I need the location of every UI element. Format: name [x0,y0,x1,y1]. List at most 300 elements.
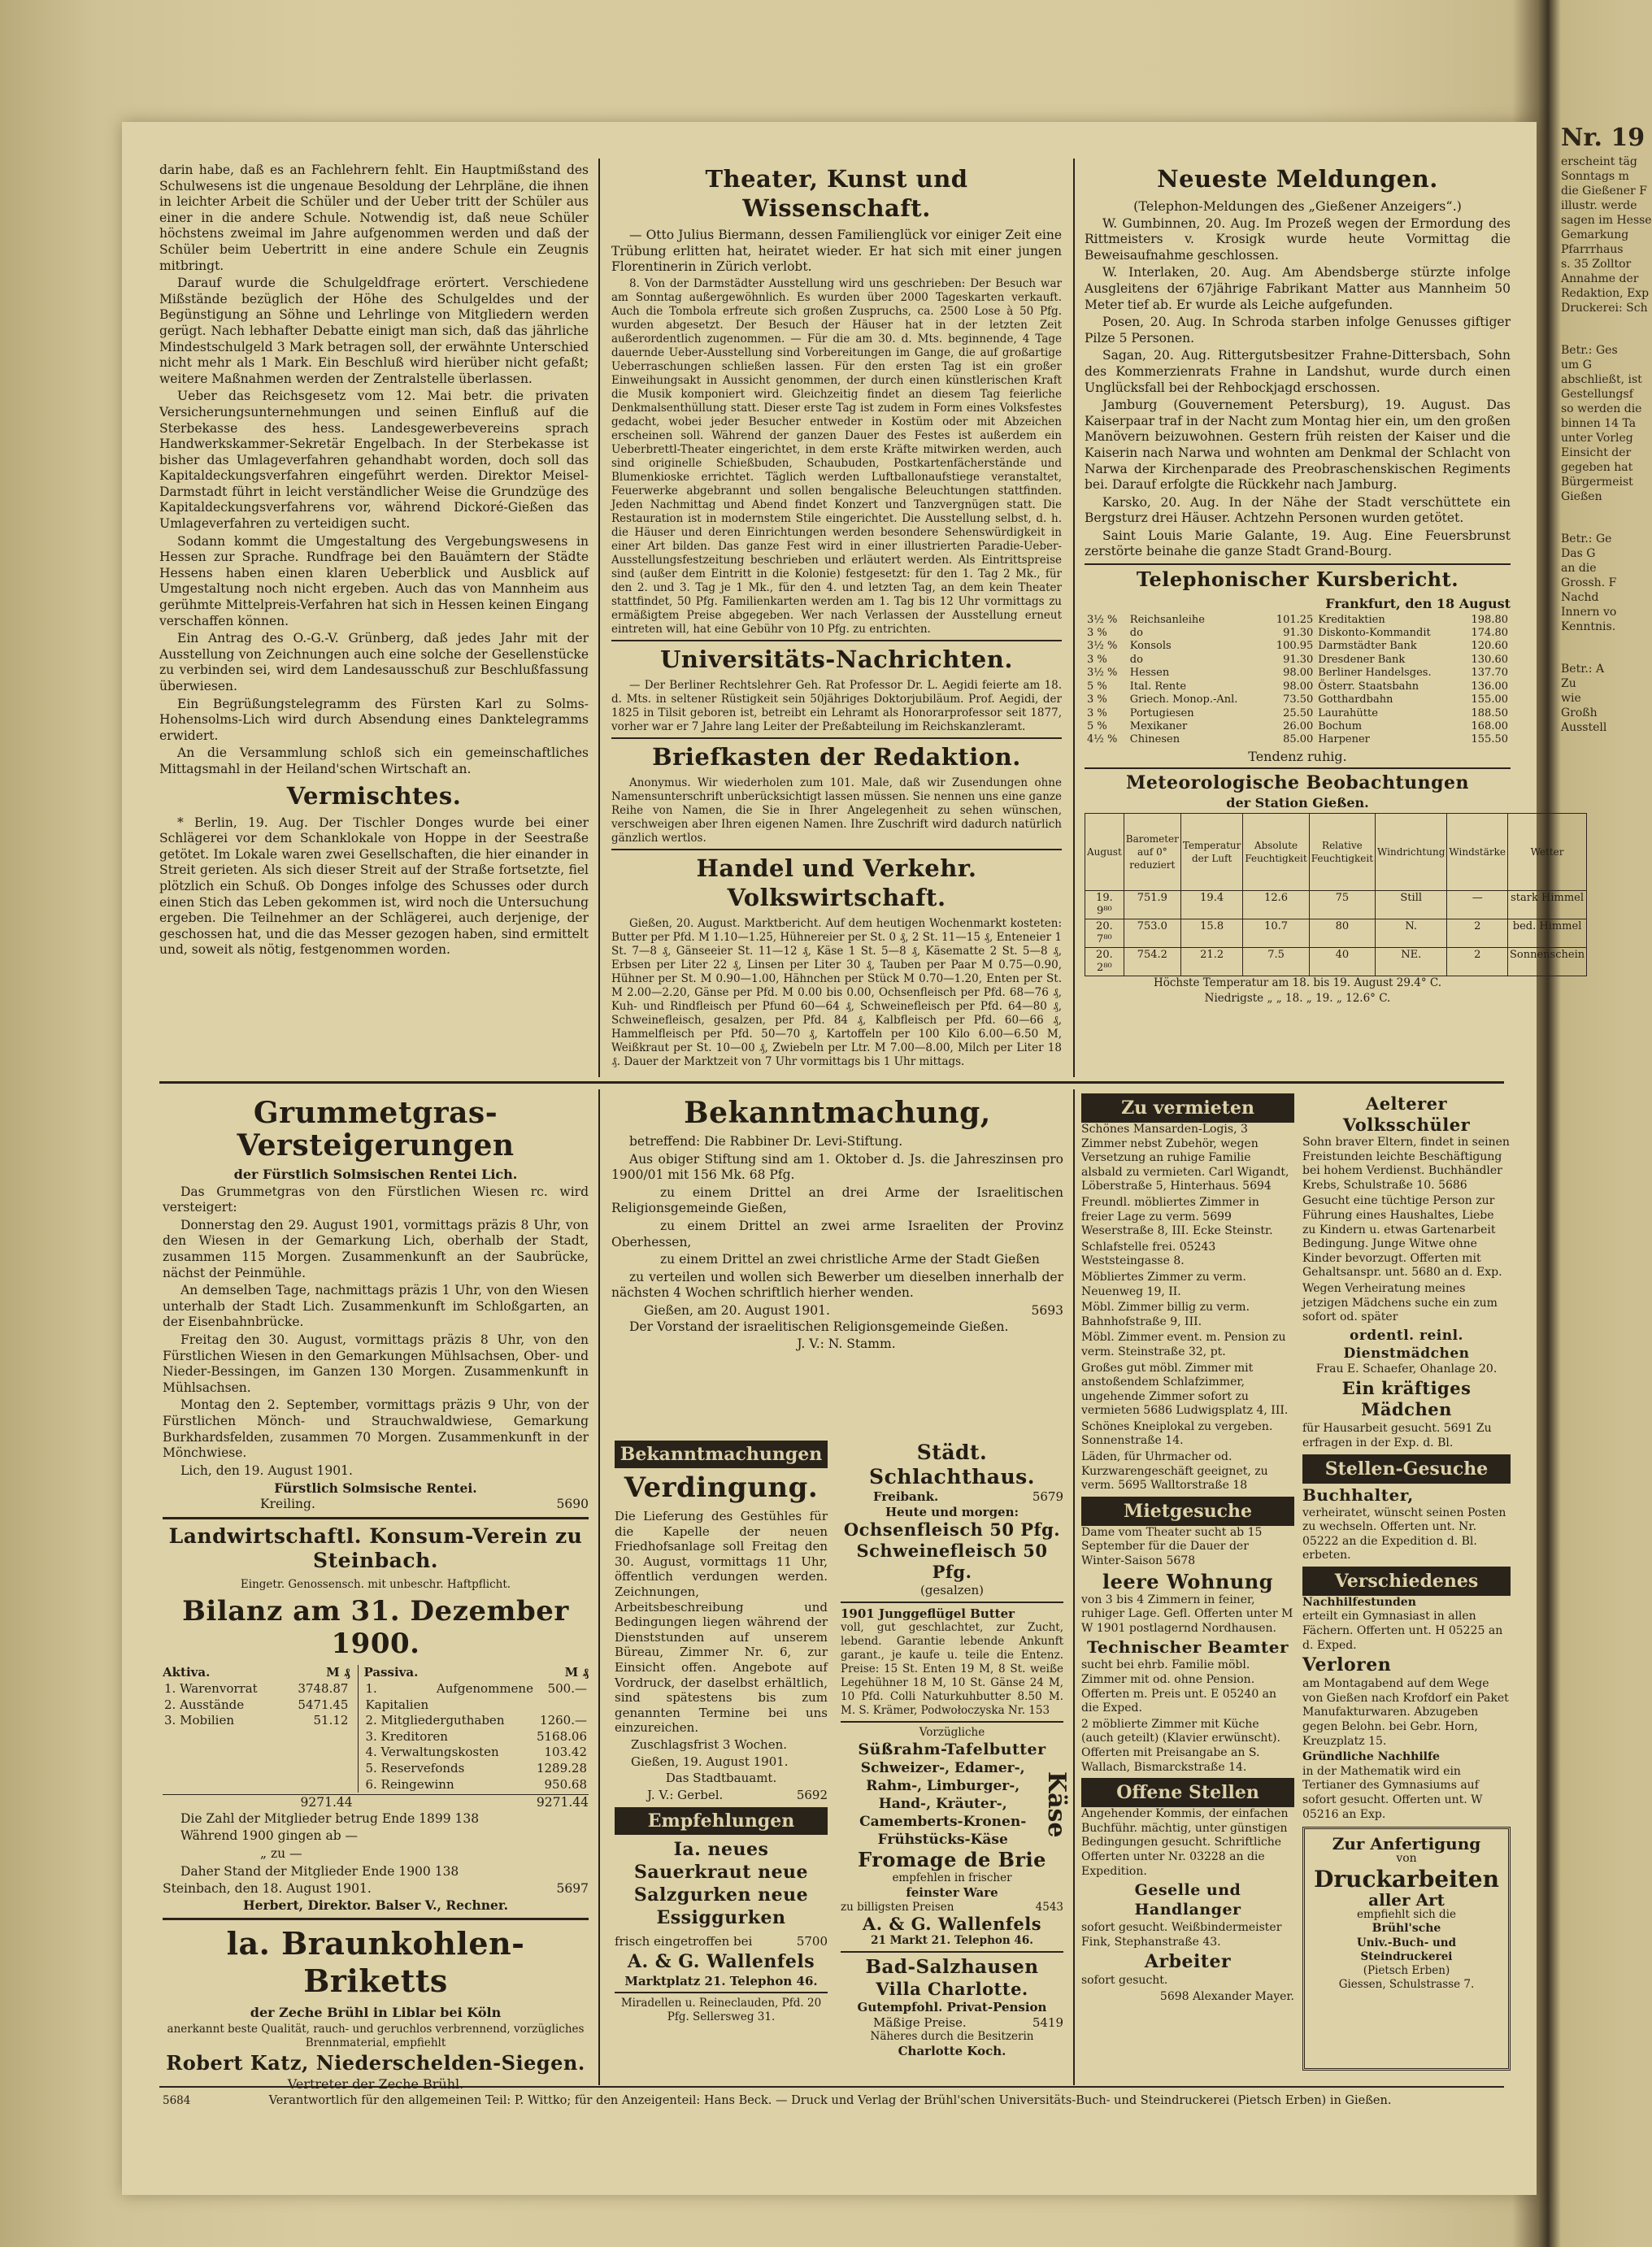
listing: verheiratet, wünscht seinen Posten zu wechseln. Offerten unt. Nr. 05222 an die Expedition d. Bl. erbeten. [1302,1506,1506,1562]
ad-column-3a [1081,1093,1294,2081]
ad-signature: Der Vorstand der israelitischen Religionsgemeinde Gießen. [629,1319,1009,1334]
bilanz-label: 2. Mitgliederguthaben [365,1713,505,1728]
price-line: Ochsenfleisch 50 Pfg. [843,1519,1061,1541]
paragraph: Ueber das Reichsgesetz vom 12. Mai betr. die privaten Versicherungsunternehmungen und seinen Einfluß auf die Sterbekasse des hess. Landesgewerbevereins sprach Handwerkskammer-Sekretär Engelbach. In der Sterbekasse ist bisher das Umlageverfahren gehandhabt worden, doch soll das Kapitaldeckungsverfahren eingeführt werden. Direktor Meisel-Darmstadt führt in leicht verständlicher Weise die Grundzüge des Kapitaldeckungsverfahrens vor, während Dickoré-Gießen das Umlageverfahren zu verteidigen sucht. [159,389,589,532]
meteo-min: Niedrigste „ „ 18. „ 19. „ 12.6° C. [1204,991,1391,1005]
listing-heading: Geselle und Handlanger [1134,1881,1241,1919]
ad-heading-brie: Fromage de Brie [858,1848,1046,1872]
ad-number: 5693 [1031,1302,1063,1318]
kurs-cell: 73.50 [1283,693,1314,706]
edge-text: Redaktion, Exp [1561,287,1650,300]
paragraph: (gesalzen) [919,1583,985,1598]
paragraph: Näheres durch die Besitzerin [870,2030,1034,2044]
kurs-cell: Konsols [1129,640,1172,653]
paragraph: Posen, 20. Aug. In Schroda starben infolge Genusses giftiger Pilze 5 Personen. [1085,315,1511,346]
bilanz-label: 3. Kreditoren [365,1728,448,1744]
paragraph: Gießen, 20. August. Marktbericht. Auf dem heutigen Wochenmarkt kosteten: Butter per Pfd. M 1.10—1.25, Hühnereier per St. 0 ₰, 2 St. 11—15 ₰, Enteneier 1 St. 7—8 ₰, Gänseeier St. 11—12 ₰, Käse 1 St. 5—8 ₰, Käsematte 2 St. 5—8 ₰, Erbsen per Liter 22 ₰, Linsen per Liter 30 ₰, Tauben per Paar M 0.75—0.90, Hühner per St. M 0.90—1.00, Hähnchen per Stück M 0.70—1.20, Enten per St. M 2.00—2.20, Gänse per Pfd. M 0.00 bis 0.00, Ochsenfleisch per Pfd. 68—76 ₰, Kuh- und Rindfleisch per Pfund 60—64 ₰, Schweinefleisch per Pfd. 64—80 ₰, Schweinefleisch, gesalzen, per Pfd. 84 ₰, Kalbfleisch per Pfd. 60—66 ₰, Hammelfleisch per Pfd. 50—70 ₰, Kartoffeln per 100 Kilo 6.00—6.50 M, Weißkraut per St. 10—00 ₰, Zwiebeln per Ltr. M 7.00—8.00, Milch per Liter 18 ₰. Dauer der Marktzeit von 7 Uhr vormittags bis 1 Uhr mittags. [611,916,1062,1068]
listing-heading: Aelterer Volksschüler [1342,1093,1471,1135]
listing: sucht bei ehrb. Familie möbl. Zimmer mit od. ohne Pension. Offerten m. Preis unt. E 05240 an die Exped. [1081,1658,1277,1715]
ad-heading-konsum: Landwirtschaftl. Konsum-Verein zu Steinbach. [168,1524,583,1573]
ad-subheading: Eingetr. Genossensch. mit unbeschr. Haftpflicht. [240,1578,511,1592]
listing: Angehender Kommis, der einfachen Buchführ. mächtig, unter günstigen Bedingungen gesucht. Schriftliche Offerten unter Nr. 03228 an die Expedition. [1081,1807,1289,1878]
paragraph: W. Interlaken, 20. Aug. Am Abendsberge stürzte infolge Ausgleitens der 67jährige Fabrikant Matter aus Mannheim 50 Meter tief ab. Er wurde als Leiche aufgefunden. [1085,265,1511,312]
paragraph: zu billigsten Preisen [841,1900,954,1914]
druck-line: Giessen, Schulstrasse 7. [1338,1977,1475,1991]
bilanz-row [363,1745,589,1761]
kurs-cell: 155.50 [1471,733,1508,746]
weather-cell: 2 [1447,947,1508,976]
ad-druckarbeiten [1302,1827,1511,2071]
kurs-note: Tendenz ruhig. [1248,748,1347,764]
kurs-cell: 3 % [1087,653,1107,666]
kurs-cell: 155.00 [1471,693,1508,706]
edge-text: Einsicht der [1561,446,1632,459]
weather-header-cell: Temperatur der Luft [1180,813,1243,890]
kurs-row [1085,614,1511,627]
druck-line: Zur Anfertigung [1332,1834,1481,1854]
section-heading-kursbericht: Telephonischer Kursbericht. [1136,567,1459,592]
kurs-cell: Diskonto-Kommandit [1318,627,1431,640]
bilanz-label: 3. Mobilien [164,1713,235,1728]
listing: Sohn braver Eltern, findet in seinen Freistunden leichte Beschäftigung bei hohem Verdienst. Buchhändler Krebs, Schulstraße 10. 5686 [1302,1136,1510,1192]
listing: 2 möblierte Zimmer mit Küche (auch geteilt) (Klavier erwünscht). Offerten mit Preisangabe an S. Wallach, Bismarckstraße 14. [1081,1717,1280,1774]
section-rule [159,1081,1504,1084]
ad-address: Marktplatz 21. Telephon 46. [624,1973,818,1988]
paragraph: Saint Louis Marie Galante, 19. Aug. Eine Feuersbrunst zerstörte beinahe die ganze Stadt Grand-Bourg. [1085,528,1511,559]
ad-date: Gießen, 19. August 1901. [631,1754,789,1769]
listing-heading: Gründliche Nachhilfe [1302,1750,1440,1764]
paragraph: 8. Von der Darmstädter Ausstellung wird uns geschrieben: Der Besuch war am Sonntag außergewöhnlich. Es wurden über 2000 Tageskarten verkauft. Auch die Tombola erfreute sich großen Zuspruchs, ca. 2500 Lose à 50 Pfg. wurden abgesetzt. Der Besuch der Häuser hat in der letzten Zeit außerordentlich zugenommen. — Für die am 30. d. Mts. beginnende, 4 Tage dauernde Ueber-Ausstellung sind Vorbereitungen im Gange, die auf großartige Ueberraschungen schließen lassen. Für den ersten Tag ist ein großer Einweihungsakt in Aussicht genommen, der durch einen künstlerischen Kraft die Musik komponiert wird. Gleichzeitig findet an diesem Tag feierliche Denkmalsenthüllung statt. Dieser erste Tag ist zudem in Form eines Volksfestes gedacht, wobei jeder Besucher entweder in Kostüm oder mit Abzeichen erscheinen soll. Während der ganzen Dauer des Festes ist außerdem ein Ueberbrettl-Theater eingerichtet, in dem erste Kräfte mitwirken werden, auch sind originelle Schießbuden, Schaubuden, Postkartenfächerstände und Blumenkioske errichtet. Täglich werden Luftballonaufstiege veranstaltet, Feuerwerke abgebrannt und sollen bengalische Beleuchtungen stattfinden. Jeden Nachmittag und Abend findet Konzert und Tanzvergnügen statt. Die Restauration ist in modernstem Stile eingerichtet. Die Ausstellung selbst, d. h. die Häuser und deren Einrichtungen werden besondere Sehenswürdigkeit in einer Art bilden. Das ganze Fest wird in einer illustrierten Paradie-Ueber-Ausstellungsfestzeitung beschrieben und erläutert werden. Als Eintrittspreise sind (außer dem Eintritt in die Kolonie) festgesetzt: für den 1. Tag 2 Mk., für den 2. und 3. Tag je 1 Mk., für den 4. und letzten Tag, an dem kein Theater stattfindet, 50 Pfg. Familienkarten werden am 1. Tag bis 12 Uhr vormittags zu ermäßigtem Preise abgegeben. Wer nach Verlassen der Ausstellung erneut eintreten will, hat eine Gebühr von 10 Pfg. zu entrichten. [611,276,1062,636]
paragraph: frisch eingetroffen bei [615,1934,753,1949]
kurs-date: Frankfurt, den 18 August [1325,596,1511,612]
bilanz-row [363,1681,589,1713]
paragraph: Jamburg (Gouvernement Petersburg), 19. August. Das Kaiserpaar traf in der Nacht zum Montag hier ein, um den großen Manövern beizuwohnen. Gestern früh reisten der Kaiser und die Kaiserin nach Narwa und wohnten am Denkmal der Schlacht von Narwa der Kirchenparade des Preobraschenskischen Regiments bei. Darauf erfolgte die Rückkehr nach Jamburg. [1085,398,1511,493]
listing: von 3 bis 4 Zimmern in feiner, ruhiger Lage. Gefl. Offerten unter M W 1901 postlagernd Nordhausen. [1081,1593,1293,1635]
weather-header-cell: Windrichtung [1376,813,1447,890]
bilanz-row [363,1761,589,1777]
ad-heading-sauerkraut: Ia. neues Sauerkraut neue Salzgurken neue Essiggurken [633,1839,809,1929]
bilanz-heading: Bilanz am 31. Dezember 1900. [182,1595,569,1661]
ad-date: Steinbach, den 18. August 1901. [163,1881,372,1897]
ad-number: 5679 [1032,1489,1063,1504]
ad-heading-kaese: Süßrahm-Tafelbutter [858,1741,1046,1759]
kurs-cell: 91.30 [1283,653,1314,666]
currency-label: M ₰ [326,1665,350,1680]
kurs-cell: Ital. Rente [1129,680,1187,693]
kurs-cell: 3 % [1087,706,1107,719]
ad-heading-schlachthaus: Städt. Schlachthaus. [869,1441,1035,1489]
bilanz-value: 1260.— [540,1713,587,1728]
weather-cell: 12.6 [1243,890,1309,919]
ad-subheading: Freibank. [873,1489,939,1504]
weather-cell: 19.4 [1180,890,1243,919]
listing: Schönes Mansarden-Logis, 3 Zimmer nebst Zubehör, wegen Versetzung an ruhige Familie alsbald zu vermieten. Carl Wigandt, Löberstraße 5, Hinterhaus. 5694 [1081,1123,1289,1193]
weather-cell: 10.7 [1243,919,1309,947]
edge-text: an die [1561,562,1597,575]
ad-heading-villa: Villa Charlotte. [876,1978,1028,1999]
section-banner: Empfehlungen [615,1807,828,1835]
article-column-1 [159,163,589,1077]
weather-header-cell: Barometer auf 0° reduziert [1124,813,1180,890]
adjacent-page-edge [1561,122,1652,2195]
druck-heading: Druckarbeiten [1314,1866,1499,1893]
listing-heading: Technischer Beamter [1086,1637,1289,1658]
ad-signature-name: J. V.: N. Stamm. [797,1336,896,1352]
listing: Dame vom Theater sucht ab 15 September für die Dauer der Winter-Saison 5678 [1081,1525,1263,1568]
kurs-cell: 3 % [1087,627,1107,640]
listing: 5698 Alexander Mayer. [1159,1989,1294,2003]
edge-text: so werden die [1561,402,1642,415]
weather-cell: 2 [1447,919,1508,947]
paragraph: anerkannt beste Qualität, rauch- und geruchlos verbrennend, vorzügliches Brennmaterial, empfiehlt [167,2022,585,2049]
ad-subheading: der Fürstlich Solmsischen Rentei Lich. [233,1167,518,1182]
weather-cell: N. [1376,919,1447,947]
paragraph: Ein Begrüßungstelegramm des Fürsten Karl zu Solms-Hohensolms-Lich wird durch Absendung eines Danktelegramms erwidert. [159,696,589,743]
bilanz-row [163,1697,350,1714]
kurs-cell: 85.00 [1283,733,1314,746]
subheading: (Telephon-Meldungen des „Gießener Anzeigers“.) [1133,198,1462,214]
bilanz-value: 5168.06 [536,1728,587,1744]
kurs-table [1085,614,1511,747]
kurs-cell: Laurahütte [1318,706,1378,719]
ad-number: 5419 [1032,2014,1063,2030]
ad-number: 5700 [796,1934,828,1949]
weather-cell: 753.0 [1124,919,1180,947]
edge-text: illustr. werde [1561,199,1637,212]
listing: für Hausarbeit gesucht. 5691 Zu erfragen in der Exp. d. Bl. [1302,1422,1492,1449]
weather-cell: 751.9 [1124,890,1180,919]
edge-text: binnen 14 Ta [1561,417,1637,430]
bilanz-value: 1289.28 [536,1761,587,1776]
weather-cell: — [1447,890,1508,919]
weather-cell: bed. Himmel [1508,919,1587,947]
weather-cell: 19. 9⁸⁰ [1085,890,1124,919]
kurs-cell: Chinesen [1129,733,1180,746]
edge-text: Das G [1561,547,1596,560]
kurs-cell: Kreditaktien [1318,613,1385,626]
section-banner: Bekanntmachungen [615,1441,828,1468]
weather-header-cell: Wetter [1508,813,1587,890]
kurs-cell: Bochum [1318,719,1363,732]
meteo-max: Höchste Temperatur am 18. bis 19. August 29.4° C. [1153,976,1442,989]
ad-signature: Herbert, Direktor. Balser V., Rechner. [242,1897,509,1913]
paragraph: Die Lieferung des Gestühles für die Kapelle der neuen Friedhofsanlage soll Freitag den 30. August, vormittags 11 Uhr, öffentlich verdungen werden. Zeichnungen, Arbeitsbeschreibung und Bedingungen liegen während der Dienststunden auf unserem Büreau, Zimmer Nr. 6, zur Einsicht offen. Angebote auf Vordruck, der daselbst erhältlich, sind spätestens bis zum genannten Termine bei uns einzureichen. [615,1509,828,1736]
ad-number: 5690 [556,1496,589,1511]
ad-box-verdingung [611,1441,831,2080]
ad-heading-bad: Bad-Salzhausen [865,1955,1039,1978]
ad-heading-verdingung: Verdingung. [624,1471,819,1504]
paragraph: darin habe, daß es an Fachlehrern fehlt. Ein Hauptmißstand des Schulwesens ist die ungenaue Besoldung der Lehrpläne, die ihnen in leichter Arbeit die Schüler und der Ueber tritt der Schüler aus einer in die andere Schule. Notwendig ist, daß neue Schüler höchstens zweimal im Jahre aufgenommen werden und daß der Schüler beim Uebertritt in eine andere Schule ein Zeugnis mitbringt. [159,163,589,273]
paragraph: zu verteilen und wollen sich Bewerber um dieselben innerhalb der nächsten 4 Wochen schriftlich hierher wenden. [611,1269,1063,1301]
ad-box-schlachthaus [837,1441,1071,2080]
paragraph: An demselben Tage, nachmittags präzis 1 Uhr, von den Wiesen unterhalb der Stadt Lich. Zusammenkunft im Schloßgarten, an der Eisenbahnbrücke. [163,1283,589,1330]
paragraph: Ein Antrag des O.-G.-V. Grünberg, daß jedes Jahr mit der Ausstellung von Zeichnungen auch eine solche der Gesellenstücke zu verbinden sei, wird dem Landesausschuß zur Beschlußfassung überwiesen. [159,631,589,693]
paragraph: Die Zahl der Mitglieder betrug Ende 1899 138 [180,1810,480,1826]
paragraph: — Otto Julius Biermann, dessen Familienglück vor einiger Zeit eine Trübung erlitten hat, heiratet wieder. Er hat sich mit einer jungen Florentinerin in Zürich verlobt. [611,228,1062,275]
weather-cell: 40 [1309,947,1375,976]
edge-text: gegeben hat [1561,461,1633,474]
listing: Schlafstelle frei. 05243 Weststeingasse 8. [1081,1240,1216,1268]
druck-line: aller Art [1368,1890,1445,1910]
bilanz-label: 1. Aufgenommene Kapitalien [365,1681,533,1712]
listing: Wegen Verheiratung meines jetzigen Mädchens suche ein zum sofort od. später [1302,1281,1498,1324]
kurs-cell: 120.60 [1471,640,1508,653]
paragraph: Sodann kommt die Umgestaltung des Vergebungswesens in Hessen zur Sprache. Rundfrage bei den Bauämtern der Städte Hessens haben einen klaren Ueberblick und Ausblick auf Umgestaltung noch nicht ergeben. Auch das von Mannheim aus gerühmte Mittelpreis-Verfahren hat sich in Hessen keinen Eingang verschaffen können. [159,533,589,628]
paragraph: zu einem Drittel an zwei arme Israeliten der Provinz Oberhessen, [611,1218,1063,1250]
column-rule [598,159,600,1077]
weather-cell: Sonnenschein [1508,947,1587,976]
bilanz-value: 3748.87 [298,1681,349,1697]
edge-text: Gemarkung [1561,228,1629,241]
ad-subheading: der Zeche Brühl in Liblar bei Köln [250,2005,502,2021]
section-banner: Stellen-Gesuche [1302,1454,1511,1484]
edge-text: Druckerei: Sch [1561,302,1648,315]
paragraph: Mäßige Preise. [873,2014,967,2030]
edge-text: Gießen [1561,490,1602,503]
ad-signature: Fürstlich Solmsische Rentei. [274,1480,477,1497]
kurs-cell: Gotthardbahn [1318,693,1393,706]
section-banner: Offene Stellen [1081,1778,1294,1807]
listing: Schönes Kneiplokal zu vergeben. Sonnenstraße 14. [1081,1419,1273,1448]
ad-date: Gießen, am 20. August 1901. [644,1302,830,1318]
weather-header-cell: Windstärke [1447,813,1508,890]
paragraph: feinster Ware [906,1885,998,1901]
ad-heading-briketts: la. Braunkohlen-Briketts [226,1925,525,2000]
kurs-cell: do [1129,627,1143,640]
ad-name: A. & G. Wallenfels [627,1950,815,1972]
edge-text: wie [1561,692,1581,705]
weather-cell: 80 [1309,919,1375,947]
bilanz-value: 5471.45 [298,1697,349,1712]
kurs-cell: Dresdener Bank [1318,653,1406,666]
kurs-row [1085,627,1511,640]
bilanz-label: 5. Reservefonds [365,1761,465,1776]
kurs-cell: 91.30 [1283,627,1314,640]
bilanz-value: 51.12 [313,1713,349,1728]
section-heading-briefkasten: Briefkasten der Redaktion. [652,742,1021,771]
kurs-cell: 26.00 [1283,719,1314,732]
bilanz-row [163,1713,350,1729]
edge-text: unter Vorleg [1561,432,1633,445]
listing: Frau E. Schaefer, Ohanlage 20. [1315,1362,1498,1376]
listing-heading: leere Wohnung [1102,1569,1273,1593]
paragraph: Vorzügliche [919,1726,985,1740]
paragraph: Montag den 2. September, vormittags präzis 9 Uhr, von der Fürstlichen Mönch- und Strauchwaldwiese, Gemarkung Burkhardsfelden, zusammen 70 Morgen. Zusammenkunft in der Mönchwiese. [163,1397,589,1461]
edge-text: abschließt, ist [1561,373,1642,386]
kurs-cell: Hessen [1129,667,1170,680]
kaese-list: Schweizer-, Edamer-, Rahm-, Limburger-, Hand-, Kräuter-, Camemberts-Kronen-Frühstücks-Käse [859,1760,1027,1849]
edge-text: Gestellungsf [1561,388,1633,401]
column-rule [1073,1089,1075,2085]
edge-text: sagen im Hesse [1561,214,1652,227]
kurs-row [1085,654,1511,667]
listing-heading: Buchhalter, [1302,1484,1414,1505]
bilanz-row [363,1777,589,1793]
section-banner: Mietgesuche [1081,1497,1294,1526]
listing: Möbl. Zimmer event. m. Pension zu verm. Steinstraße 32, pt. [1081,1331,1286,1358]
druck-line: Brühl'sche [1372,1921,1441,1935]
kurs-cell: 168.00 [1471,719,1508,732]
listing-heading: Arbeiter [1144,1951,1232,1973]
bilanz-value: 500.— [547,1681,587,1697]
listing-heading: ordentl. reinl. Dienstmädchen [1343,1327,1470,1362]
weather-cell: 20. 2⁸⁰ [1085,947,1124,976]
edge-text: Betr.: Ges [1561,344,1618,357]
edge-text: Betr.: Ge [1561,532,1612,545]
currency-label: M ₰ [564,1665,589,1680]
edge-text: Betr.: A [1561,663,1605,676]
bilanz-label: 6. Reingewinn [365,1776,454,1792]
listing: sofort gesucht. Weißbindermeister Fink, Stephanstraße 43. [1081,1921,1282,1949]
kurs-cell: 25.50 [1283,706,1314,719]
druck-line: empfiehlt sich die [1357,1907,1456,1921]
weather-cell: 21.2 [1180,947,1243,976]
kurs-cell: Darmstädter Bank [1318,640,1417,653]
ad-heading-butter: 1901 Junggeflügel Butter [841,1606,1015,1621]
section-heading-vermischtes: Vermischtes. [286,781,462,810]
kurs-cell: 130.60 [1471,653,1508,666]
kurs-cell: 3 % [1087,693,1107,706]
section-heading-neueste: Neueste Meldungen. [1157,165,1438,193]
paragraph: Karsko, 20. Aug. In der Nähe der Stadt verschüttete ein Bergsturz drei Häuser. Achtzehn Personen wurden getötet. [1085,494,1511,526]
kurs-cell: 5 % [1087,719,1107,732]
ad-subheading: Vertreter der Zeche Brühl. [287,2075,464,2092]
kurs-cell: 5 % [1087,680,1107,693]
weather-cell: 15.8 [1180,919,1243,947]
weather-cell: 754.2 [1124,947,1180,976]
kurs-cell: 4½ % [1087,733,1118,746]
imprint-footer: Verantwortlich für den allgemeinen Teil: P. Wittko; für den Anzeigenteil: Hans Beck. — Druck und Verlag der Brühl'schen Universitäts-Buch- und Steindruckerei (Pietsch Erben) in Gießen. [268,2094,1392,2107]
druck-line: Univ.-Buch- und Steindruckerei [1356,1936,1457,1963]
passiva-sum: 9271.44 [536,1795,589,1810]
bilanz-label: 4. Verwaltungskosten [365,1745,499,1760]
druck-line: (Pietsch Erben) [1363,1963,1450,1977]
paragraph: Aus obiger Stiftung sind am 1. Oktober d. Js. die Jahreszinsen pro 1900/01 mit 156 Mk. 68 Pfg. [611,1151,1063,1183]
weather-header-cell: Relative Feuchtigkeit [1309,813,1375,890]
kurs-row [1085,733,1511,746]
paragraph: Anonymus. Wir wiederholen zum 101. Male, daß wir Zusendungen ohne Namensunterschrift unberücksichtigt lassen müssen. Sie nennen uns eine ganze Reihe von Namen, die Sie in Ihrer Angelegenheit zu sehen wünschen, verschweigen aber Ihren eigenen Namen. Ihre Zuschrift wird dadurch natürlich gänzlich wertlos. [611,776,1062,845]
paragraph: An die Versammlung schloß sich ein gemeinschaftliches Mittagsmahl in der Heiland'schen Wirtschaft an. [159,745,589,776]
meteo-sub: der Station Gießen. [1226,795,1369,811]
kurs-row [1085,720,1511,733]
kurs-row [1085,667,1511,680]
listing: Möbl. Zimmer billig zu verm. Bahnhofstraße 9, III. [1081,1301,1250,1328]
edge-text: Nr. 19 [1561,124,1645,152]
listing-heading: Ein kräftiges Mädchen [1341,1378,1472,1420]
paragraph: zu einem Drittel an zwei christliche Arme der Stadt Gießen [660,1252,1040,1267]
ad-date: Lich, den 19. August 1901. [180,1463,353,1478]
ad-name: A. & G. Wallenfels [862,1913,1042,1934]
bilanz-value: 103.42 [544,1745,587,1760]
ad-signature-name: Kreiling. [260,1496,315,1511]
ad-number: 5692 [796,1787,828,1802]
ad-signature: Das Stadtbauamt. [665,1771,777,1786]
kurs-cell: 174.80 [1471,627,1508,640]
weather-row [1085,919,1587,947]
edge-text: Ausstell [1561,721,1607,734]
ad-number: 5684 [163,2093,191,2107]
edge-text: s. 35 Zolltor [1561,258,1632,271]
kurs-cell: 98.00 [1283,680,1314,693]
aktiva-sum: 9271.44 [300,1795,353,1810]
bilanz-label: 2. Ausstände [164,1697,245,1712]
kurs-cell: 136.00 [1471,680,1508,693]
ad-heading-bekanntmachung: Bekanntmachung, [684,1096,991,1130]
paragraph: betreffend: Die Rabbiner Dr. Levi-Stiftung. [629,1134,903,1149]
weather-row [1085,947,1587,976]
edge-text: Annahme der [1561,272,1639,285]
paragraph: Daher Stand der Mitglieder Ende 1900 138 [180,1863,459,1879]
kurs-cell: Österr. Staatsbahn [1318,680,1419,693]
passiva-table [363,1681,589,1793]
kurs-cell: 3½ % [1087,640,1118,653]
paragraph: Darauf wurde die Schulgeldfrage erörtert. Verschiedene Mißstände bezüglich der Höhe des Schulgeldes und der Begünstigung an Söhne und Lehrlinge von Mitgliedern werden gerügt. Nach lebhafter Debatte einigt man sich, daß das jährliche Mindestschulgeld 3 Mark betragen soll, der erwähnte Unterschied nicht mehr als 1 Mark. Ein Beschluß wird hierüber nicht gefaßt; weitere Maßnahmen werden der Zentralstelle überlassen. [159,276,589,386]
paragraph: „ zu — [260,1846,302,1861]
weather-cell: stark Himmel [1508,890,1587,919]
column-rule [1073,159,1075,1077]
ad-number: 5697 [556,1881,589,1897]
passiva-heading: Passiva. [363,1665,419,1680]
weather-cell: Still [1376,890,1447,919]
section-heading-theater: Theater, Kunst und Wissenschaft. [705,165,968,222]
listing: in der Mathematik wird ein Tertianer des Gymnasiums auf sofort gesucht. Offerten unt. W 05216 an Exp. [1302,1764,1483,1821]
section-heading-universitaet: Universitäts-Nachrichten. [660,645,1013,673]
kurs-cell: 137.70 [1471,667,1508,680]
paragraph: Sagan, 20. Aug. Rittergutsbesitzer Frahne-Dittersbach, Sohn des Kommerzienrats Frahne in Landshut, wurde durch einen Unglücksfall bei der Rehbockjagd erschossen. [1085,348,1511,395]
edge-text: Nachd [1561,591,1599,604]
weather-header-cell: August [1085,813,1124,890]
ad-name: Charlotte Koch. [898,2044,1006,2059]
kurs-cell: 100.95 [1276,640,1314,653]
kurs-row [1085,707,1511,720]
weather-cell: 20. 7⁸⁰ [1085,919,1124,947]
edge-text: Grossh. F [1561,576,1617,589]
article-column-2 [611,161,1062,1077]
edge-text: Kenntnis. [1561,620,1616,633]
kurs-cell: Griech. Monop.-Anl. [1129,693,1238,706]
ad-column-3b [1302,1093,1511,2081]
paragraph: Das Grummetgras von den Fürstlichen Wiesen rc. wird versteigert: [163,1184,589,1215]
kurs-cell: 198.80 [1471,613,1508,626]
aktiva-table [163,1681,350,1729]
paragraph: Während 1900 gingen ab — [180,1828,359,1844]
ad-address: 21 Markt 21. Telephon 46. [871,1933,1033,1947]
ad-number: 4543 [1035,1900,1063,1914]
kaese-side-label: Käse [1042,1771,1071,1838]
listing: Großes gut möbl. Zimmer mit anstoßendem Schlafzimmer, ungehende Zimmer sofort zu vermieten 5686 Ludwigsplatz 4, III. [1081,1361,1289,1418]
column-rule [598,1089,600,2085]
section-heading-meteorologie: Meteorologische Beobachtungen [1126,772,1469,794]
paragraph: * Berlin, 19. Aug. Der Tischler Donges wurde bei einer Schlägerei vor dem Schanklokale von Hoppe in der Seestraße getötet. Im Lokale waren zwei Gesellschaften, die hier einander in Streit gerieten. Als sich dieser Streit auf der Straße fortsetzte, fiel plötzlich ein Schuß. Ob Donges infolge des Schusses oder durch einen Stich das Leben gekommen ist, wird noch die Untersuchung ergeben. Die Teilnehmer an der Schlägerei, auch derjenige, der geschossen hat, und die das Messer gezogen haben, sind ermittelt und, soweit als nötig, festgenommen worden. [159,815,589,958]
kurs-row [1085,693,1511,706]
bilanz-row [163,1681,350,1697]
druck-line: von [1396,1851,1417,1865]
kurs-cell: 188.50 [1471,706,1508,719]
weather-table [1085,813,1587,976]
kurs-row [1085,680,1511,693]
bilanz-row [363,1729,589,1745]
ad-heading-grummet: Grummetgras-Versteigerungen [237,1096,515,1163]
listing: erteilt ein Gymnasiast in allen Fächern. Offerten unt. H 05225 an d. Exped. [1302,1610,1503,1652]
weather-cell: 7.5 [1243,947,1309,976]
paragraph: W. Gumbinnen, 20. Aug. Im Prozeß wegen der Ermordung des Rittmeisters v. Krosigk wurde heute Vormittag die Beweisaufnahme geschlossen. [1085,215,1511,263]
paragraph: Freitag den 30. August, vormittags präzis 8 Uhr, von den Fürstlichen Wiesen in den Gemarkungen Mühlsachsen, Ober- und Nieder-Bessingen, im Ganzen 130 Morgen. Zusammenkunft in Mühlsachsen. [163,1332,589,1395]
edge-text: Zu [1561,677,1576,690]
listing: sofort gesucht. [1081,1974,1168,1988]
listing: Möbliertes Zimmer zu verm. Neuenweg 19, II. [1081,1270,1246,1298]
weather-header-cell: Absolute Feuchtigkeit [1243,813,1309,890]
edge-text: die Gießener F [1561,185,1647,198]
